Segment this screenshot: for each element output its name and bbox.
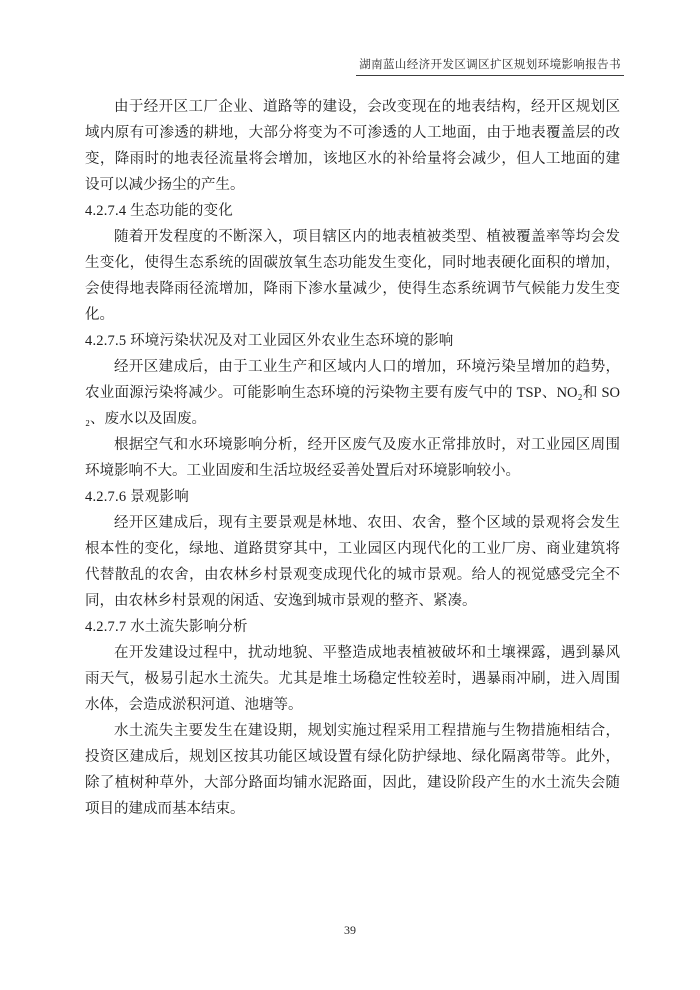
section-heading-4-2-7-5: 4.2.7.5 环境污染状况及对工业园区外农业生态环境的影响 xyxy=(85,333,454,349)
paragraph-surface-structure-change: 由于经开区工厂企业、道路等的建设，会改变现在的地表结构，经开区规划区域内原有可渗透的耕地，大部分将变为不可渗透的人工地面，由于地表覆盖层的改变，降雨时的地表径流量将会增加，该地区水的补给量将会减少，但人工地面的建设可以减少扬尘的产生。 xyxy=(85,99,620,193)
paragraph-air-water-impact: 根据空气和水环境影响分析，经开区废气及废水正常排放时，对工业园区周围环境影响不大。工业固废和生活垃圾经妥善处置后对环境影响较小。 xyxy=(85,437,620,479)
paragraph-landscape-impact: 经开区建成后，现有主要景观是林地、农田、农舍，整个区域的景观将会发生根本性的变化，绿地、道路贯穿其中，工业园区内现代化的工业厂房、商业建筑将代替散乱的农舍，由农林乡村景观变成现代化的城市景观。给人的视觉感受完全不同，由农林乡村景观的闲适、安逸到城市景观的整齐、紧凑。 xyxy=(85,515,620,609)
paragraph-pollution-status: 经开区建成后，由于工业生产和区域内人口的增加，环境污染呈增加的趋势，农业面源污染将减少。可能影响生态环境的污染物主要有废气中的 TSP、NO₂和 SO₂、废水以及固废。 xyxy=(85,359,620,427)
section-heading-4-2-7-4: 4.2.7.4 生态功能的变化 xyxy=(85,203,233,219)
section-heading-4-2-7-7: 4.2.7.7 水土流失影响分析 xyxy=(85,619,248,635)
page-number: 39 xyxy=(344,923,356,937)
page-header xyxy=(356,55,624,76)
page-footer xyxy=(0,921,700,939)
report-title-running-head: 湖南蓝山经济开发区调区扩区规划环境影响报告书 xyxy=(356,56,624,76)
section-heading-4-2-7-6: 4.2.7.6 景观影响 xyxy=(85,489,189,505)
paragraph-ecological-function: 随着开发程度的不断深入，项目辖区内的地表植被类型、植被覆盖率等均会发生变化，使得生态系统的固碳放氧生态功能发生变化，同时地表硬化面积的增加，会使得地表降雨径流增加，降雨下渗水量减少，使得生态系统调节气候能力发生变化。 xyxy=(85,229,620,323)
paragraph-soil-erosion-cause: 在开发建设过程中，扰动地貌、平整造成地表植被破坏和土壤裸露，遇到暴风雨天气，极易引起水土流失。尤其是堆土场稳定性较差时，遇暴雨冲刷，进入周围水体，会造成淤积河道、池塘等。 xyxy=(85,645,620,713)
paragraph-soil-erosion-mitigation: 水土流失主要发生在建设期，规划实施过程采用工程措施与生物措施相结合，投资区建成后，规划区按其功能区域设置有绿化防护绿地、绿化隔离带等。此外，除了植树种草外，大部分路面均铺水泥路面，因此，建设阶段产生的水土流失会随项目的建成而基本结束。 xyxy=(85,723,620,817)
document-content xyxy=(85,94,620,822)
